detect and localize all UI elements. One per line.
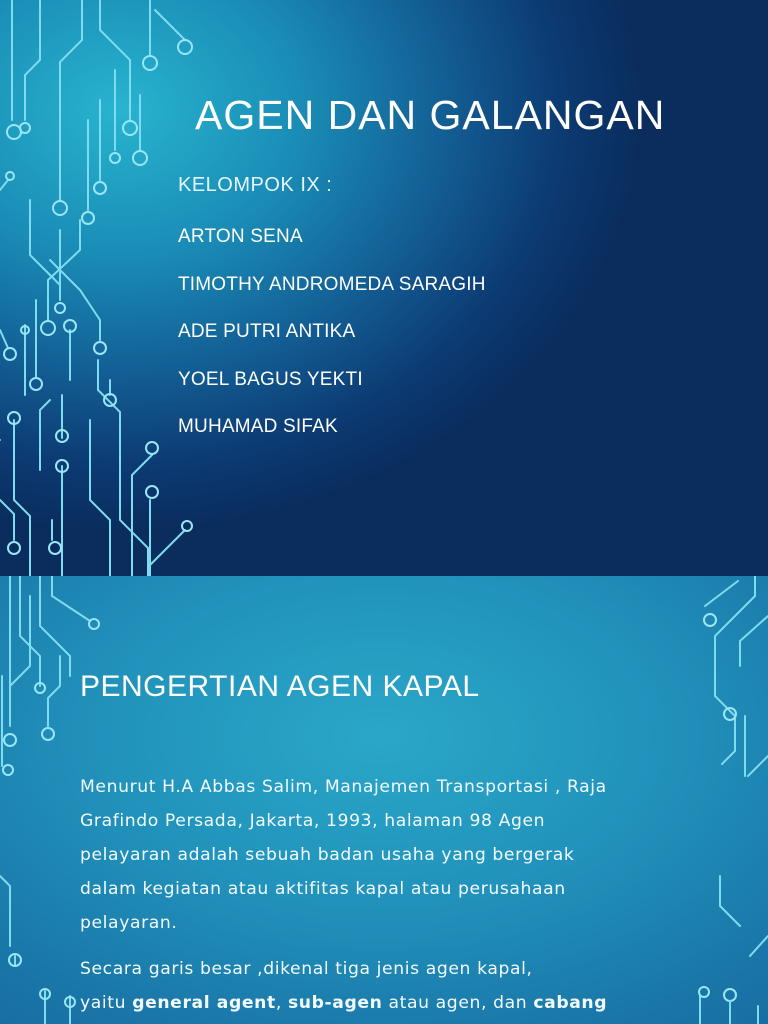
paragraph-line: Grafindo Persada, Jakarta, 1993, halaman 98 Agen — [80, 811, 546, 831]
slide-title: PENGERTIAN AGEN KAPAL — [80, 670, 480, 703]
paragraph-line: Menurut H.A Abbas Salim, Manajemen Transportasi , Raja — [80, 777, 607, 797]
paragraph-line: dalam kegiatan atau aktifitas kapal atau perusahaan — [80, 879, 566, 899]
definition-paragraph — [80, 770, 700, 940]
member-name: ADE PUTRI ANTIKA — [178, 321, 356, 342]
paragraph-line: pelayaran. — [80, 913, 178, 933]
member-name: MUHAMAD SIFAK — [178, 416, 338, 437]
term-sub-agen: sub-agen — [287, 993, 383, 1013]
member-name: YOEL BAGUS YEKTI — [178, 368, 363, 390]
agent-types-paragraph — [80, 952, 720, 1020]
slide-title: AGEN DAN GALANGAN — [195, 92, 666, 138]
paragraph-line: pelayaran adalah sebuah badan usaha yang bergerak — [80, 845, 575, 865]
member-name: TIMOTHY ANDROMEDA SARAGIH — [178, 273, 486, 295]
text-segment: yaitu — [80, 993, 133, 1013]
group-label: KELOMPOK IX : — [178, 174, 333, 196]
text-segment: , — [275, 993, 288, 1013]
term-cabang: cabang — [533, 993, 608, 1013]
text-segment: atau agen, dan — [382, 993, 534, 1013]
paragraph-line — [80, 986, 720, 1020]
member-name: ARTON SENA — [178, 226, 303, 247]
paragraph-line: Secara garis besar ,dikenal tiga jenis agen kapal, — [80, 959, 533, 979]
term-general-agent: general agent — [132, 993, 276, 1013]
member-list — [178, 224, 486, 462]
content-slide — [0, 576, 768, 1024]
